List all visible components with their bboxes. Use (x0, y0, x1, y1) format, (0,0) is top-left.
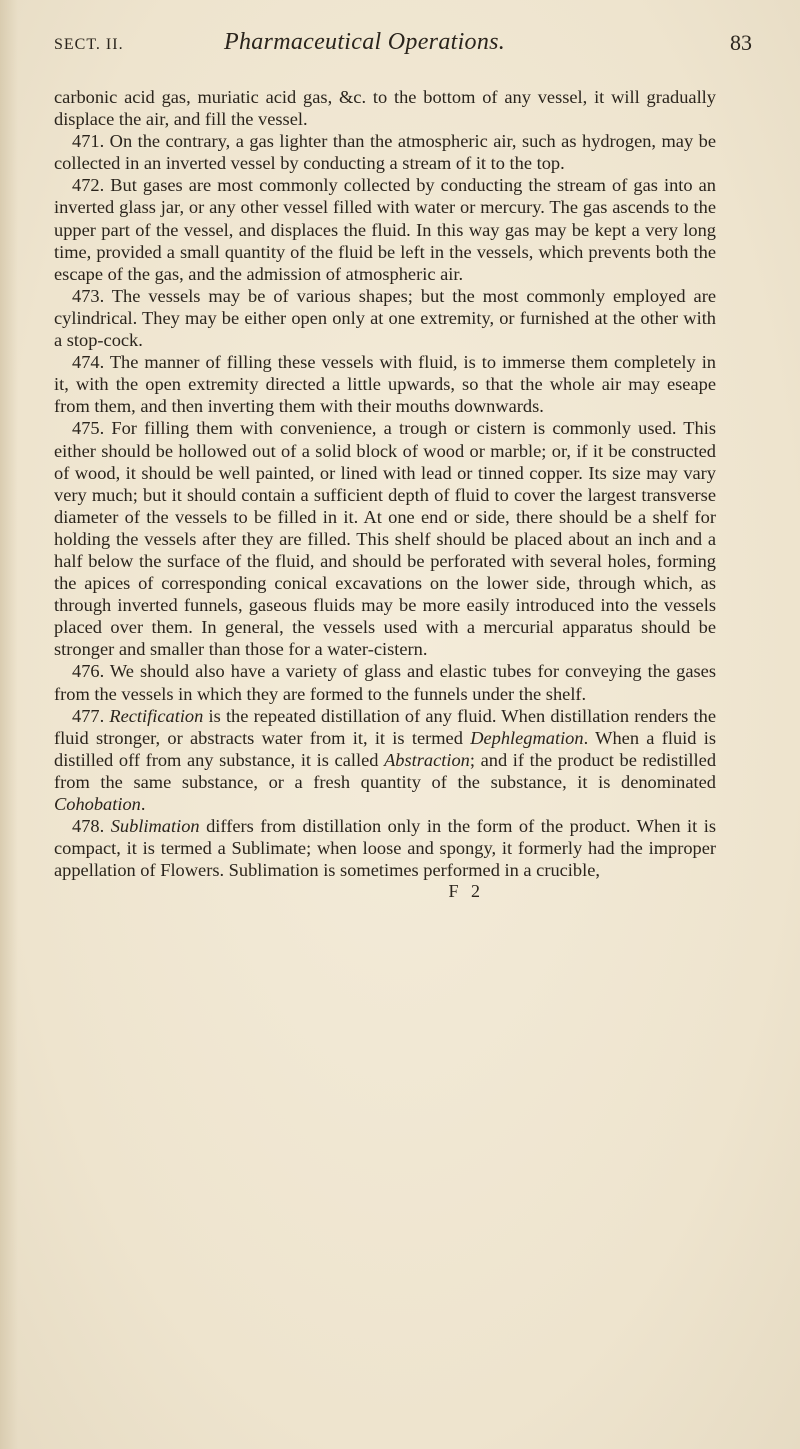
text-run: 478. (72, 816, 111, 837)
running-title: Pharmaceutical Operations. (224, 29, 506, 55)
paragraph (54, 174, 716, 284)
paragraph (54, 705, 716, 815)
text-run: 473. The vessels may be of various shapes; but the most commonly employed are cylindrical. They may be either open only at one extremity, or furnished at the other with a stop-cock. (54, 285, 716, 351)
text-run: . (140, 794, 146, 814)
signature-mark: F 2 (448, 881, 484, 902)
paragraph (54, 660, 716, 704)
italic-term: Sublimation (110, 816, 200, 837)
page-number: 83 (730, 30, 752, 55)
text-run: . When a fluid is distilled off from any substance, it is called (54, 727, 717, 770)
text-run: 475. For filling them with convenience, a trough or cistern is commonly used. This either should be hollowed out of a solid block of wood or marble; or, if it be constructed of wood, it should be well painted, or lined with lead or tinned copper. Its size may vary very much; but it should contain a sufficient depth of fluid to cover the largest transverse diameter of the vessels to be filled in it. At one end or side, there should be a shelf for holding the vessels after they are filled. This shelf should be placed about an inch and a half below the surface of the fluid, and should be perforated with several holes, forming the apices of corresponding conical excavations on the lower side, through which, as through inverted funnels, gaseous fluids may be more easily introduced into the vessels placed over them. In general, the vessels used with a mercurial apparatus should be stronger and smaller than those for a water-cistern. (54, 418, 716, 660)
text-run: carbonic acid gas, muriatic acid gas, &c. to the bottom of any vessel, it will gradually displace the air, and fill the vessel. (54, 87, 716, 130)
text-run: 477. (72, 705, 110, 726)
running-head (54, 16, 752, 60)
paragraph (54, 285, 716, 351)
page-gutter-shadow (0, 0, 18, 1449)
text-run: 474. The manner of filling these vessels with fluid, is to immerse them completely in it, with the open extremity directed a little upwards, so that the whole air may eseape from them, and then inverting them with their mouths downwards. (54, 352, 716, 417)
italic-term: Rectification (109, 705, 204, 726)
text-run: 471. On the contrary, a gas lighter than the atmospheric air, such as hydrogen, may be collected in an inverted vessel by conducting a stream of it to the top. (54, 131, 716, 174)
paragraph (54, 815, 716, 881)
body-text (54, 86, 716, 881)
paragraph (54, 417, 716, 660)
text-run: differs from distillation only in the form of the product. When it is compact, it is termed a Sublimate; when loose and spongy, it formerly had the improper appellation of Flowers. Sublimation is sometimes performed in a crucible, (54, 816, 717, 881)
paragraph (54, 351, 716, 417)
section-label: SECT. II. (54, 36, 124, 53)
text-run: 476. We should also have a variety of glass and elastic tubes for conveying the gases from the vessels in which they are formed to the funnels under the shelf. (54, 661, 716, 704)
text-run: ; and if the product be redistilled from the same substance, or a fresh quantity of the substance, it is denominated (54, 749, 717, 792)
text-run: is the repeated distillation of any fluid. When distillation renders the fluid stronger, or abstracts water from it, it is termed (54, 705, 716, 748)
italic-term: Cohobation (54, 794, 141, 814)
paragraph (54, 86, 716, 130)
italic-term: Abstraction (384, 749, 470, 770)
text-run: 472. But gases are most commonly collected by conducting the stream of gas into an inverted glass jar, or any other vessel filled with water or mercury. The gas ascends to the upper part of the vessel, and displaces the fluid. In this way gas may be kept a very long time, provided a small quantity of the fluid be left in the vessels, which prevents both the escape of the gas, and the admission of atmospheric air. (54, 175, 716, 284)
paragraph (54, 130, 716, 174)
italic-term: Dephlegmation (470, 727, 584, 748)
